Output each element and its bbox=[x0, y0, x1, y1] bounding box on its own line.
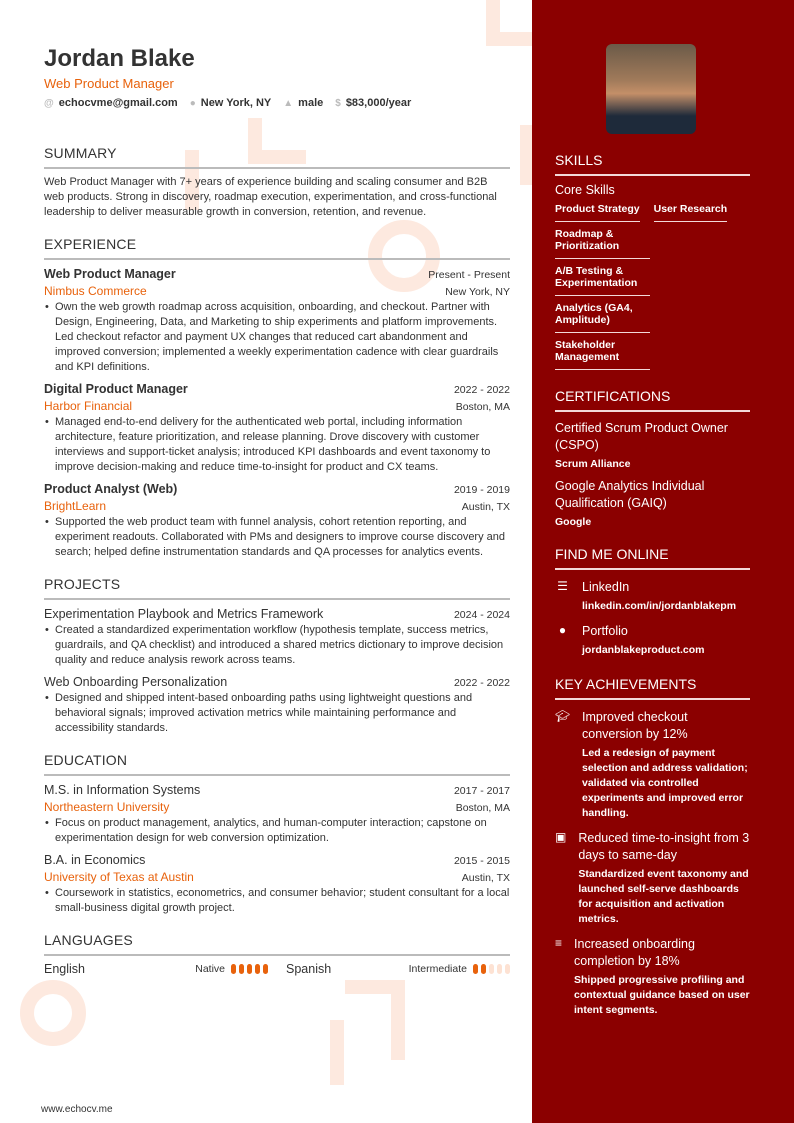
money-icon: $ bbox=[335, 98, 341, 109]
skill-tag: Stakeholder Management bbox=[555, 334, 650, 370]
proficiency-dot bbox=[263, 964, 268, 974]
section-heading: EXPERIENCE bbox=[44, 236, 510, 260]
proficiency-dot bbox=[247, 964, 252, 974]
job-title: Digital Product Manager bbox=[44, 382, 188, 396]
at-icon: @ bbox=[44, 98, 54, 109]
achievement-body bbox=[578, 830, 750, 927]
company-name: Harbor Financial bbox=[44, 399, 133, 413]
language-level: Native bbox=[195, 963, 225, 975]
degree: M.S. in Information Systems bbox=[44, 783, 201, 797]
skill-tag: Product Strategy bbox=[555, 198, 640, 222]
job-header bbox=[44, 267, 510, 281]
school-row bbox=[44, 870, 510, 884]
gender: male bbox=[298, 97, 324, 109]
chat-icon: ● bbox=[558, 623, 567, 637]
skill-tag: Roadmap & Prioritization bbox=[555, 223, 650, 259]
company-row bbox=[44, 399, 510, 413]
edu-location: Boston, MA bbox=[455, 802, 510, 814]
summary-section bbox=[44, 145, 510, 220]
section-heading: FIND ME ONLINE bbox=[555, 546, 750, 570]
decor bbox=[520, 125, 532, 185]
projects-section bbox=[44, 576, 510, 736]
bullet: • Coursework in statistics, econometrics, and consumer behavior; student consultant for a local small-business digital growth project. bbox=[44, 886, 510, 916]
job-location: New York, NY bbox=[445, 286, 510, 298]
proficiency-dot bbox=[231, 964, 236, 974]
edu-dates: 2017 - 2017 bbox=[453, 785, 510, 797]
certification-name: Certified Scrum Product Owner (CSPO) bbox=[555, 421, 728, 452]
proficiency-dot bbox=[497, 964, 502, 974]
project-title: Web Onboarding Personalization bbox=[44, 675, 228, 689]
job-dates: 2022 - 2022 bbox=[453, 384, 510, 396]
person-icon: ▲ bbox=[283, 98, 294, 109]
experience-section bbox=[44, 236, 510, 560]
link-label: Portfolio bbox=[582, 624, 628, 638]
degree-header bbox=[44, 853, 510, 867]
project-title: Experimentation Playbook and Metrics Framework bbox=[44, 607, 324, 621]
achievement-body bbox=[582, 709, 750, 821]
online-link[interactable] bbox=[555, 623, 750, 658]
project-header bbox=[44, 607, 510, 621]
sidebar bbox=[532, 0, 794, 1123]
proficiency-dots bbox=[473, 964, 510, 974]
skill-tag: A/B Testing & Experimentation bbox=[555, 260, 650, 296]
section-heading: CERTIFICATIONS bbox=[555, 388, 750, 412]
bullet: • Managed end-to-end delivery for the authenticated web portal, including information architecture, feature prioritization, and release planning. Drove discovery with customer interviews and support-ticket analysis; introduced KPI dashboards and event taxonomy to improve decision-making and reduce time-to-insight for product and CX teams. bbox=[44, 415, 510, 475]
contact-row bbox=[44, 97, 510, 109]
proficiency-dot bbox=[481, 964, 486, 974]
job-location: Boston, MA bbox=[455, 401, 510, 413]
profile-photo bbox=[606, 44, 696, 134]
proficiency-dot bbox=[473, 964, 478, 974]
link-url[interactable]: jordanblakeproduct.com bbox=[582, 644, 705, 656]
achievement-body bbox=[574, 936, 750, 1018]
bullet-list bbox=[44, 415, 510, 475]
bullet-list bbox=[44, 623, 510, 668]
main-column bbox=[44, 44, 510, 976]
achievement-text: Standardized event taxonomy and launched self-serve dashboards for acquisition and activation metrics. bbox=[578, 868, 749, 925]
skill-tag: User Research bbox=[654, 198, 728, 222]
link-url[interactable]: linkedin.com/in/jordanblakepm bbox=[582, 600, 737, 612]
online-link[interactable] bbox=[555, 579, 750, 614]
lines-icon: ≡ bbox=[555, 936, 563, 950]
achievement bbox=[555, 936, 750, 1018]
achievement-title: Increased onboarding completion by 18% bbox=[574, 937, 695, 968]
school-row bbox=[44, 800, 510, 814]
achievement bbox=[555, 830, 750, 927]
section-heading: SKILLS bbox=[555, 152, 750, 176]
bullet-list bbox=[44, 300, 510, 375]
degree-header bbox=[44, 783, 510, 797]
bullet: • Focus on product management, analytics, and human-computer interaction; capstone on experimentation design for web conversion optimization. bbox=[44, 816, 510, 846]
company-row bbox=[44, 284, 510, 298]
proficiency-dot bbox=[239, 964, 244, 974]
section-heading: LANGUAGES bbox=[44, 932, 510, 956]
section-heading: SUMMARY bbox=[44, 145, 510, 169]
project-header bbox=[44, 675, 510, 689]
company-name: BrightLearn bbox=[44, 499, 107, 513]
proficiency-dot bbox=[489, 964, 494, 974]
bullet-list bbox=[44, 886, 510, 916]
decor bbox=[391, 980, 405, 1060]
job-header bbox=[44, 482, 510, 496]
language-item bbox=[286, 962, 510, 976]
school: University of Texas at Austin bbox=[44, 870, 194, 884]
section-heading: KEY ACHIEVEMENTS bbox=[555, 676, 750, 700]
achievement-text: Shipped progressive profiling and contextual guidance based on user intent segments. bbox=[574, 974, 750, 1016]
edu-location: Austin, TX bbox=[461, 872, 510, 884]
education-section bbox=[44, 752, 510, 916]
bullet: • Created a standardized experimentation workflow (hypothesis template, success metrics, guardrails, and QA checklist) and introduced a shared metrics dictionary to improve decision quality and reduce analysis rework across teams. bbox=[44, 623, 510, 668]
bullet-list bbox=[44, 515, 510, 560]
proficiency-dot bbox=[255, 964, 260, 974]
achievement bbox=[555, 709, 750, 821]
link-label: LinkedIn bbox=[582, 580, 630, 594]
job-dates: 2019 - 2019 bbox=[453, 484, 510, 496]
candidate-name: Jordan Blake bbox=[44, 45, 195, 72]
degree: B.A. in Economics bbox=[44, 853, 146, 867]
bullet-list bbox=[44, 691, 510, 736]
language-name: Spanish bbox=[286, 962, 332, 976]
email[interactable]: echocvme@gmail.com bbox=[58, 97, 178, 109]
certification-name: Google Analytics Individual Qualification (GAIQ) bbox=[555, 479, 705, 510]
location-pin-icon: ● bbox=[189, 98, 196, 109]
bullet: • Designed and shipped intent-based onboarding paths using lightweight questions and behavioral signals; improved activation metrics while maintaining performance and accessibility standards. bbox=[44, 691, 510, 736]
calendar-icon: ▣ bbox=[555, 830, 567, 844]
languages-section bbox=[44, 932, 510, 976]
section-heading: PROJECTS bbox=[44, 576, 510, 600]
link-text bbox=[582, 579, 736, 614]
achievement-text: Led a redesign of payment selection and address validation; validated via controlled experiments and improved error handling. bbox=[582, 747, 748, 819]
link-text bbox=[582, 623, 705, 658]
language-name: English bbox=[44, 962, 85, 976]
skills-subheading: Core Skills bbox=[555, 183, 615, 197]
achievement-title: Reduced time-to-insight from 3 days to same-day bbox=[578, 831, 750, 862]
job-title: Product Analyst (Web) bbox=[44, 482, 178, 496]
job-header bbox=[44, 382, 510, 396]
language-level: Intermediate bbox=[408, 963, 467, 975]
achievement-title: Improved checkout conversion by 12% bbox=[582, 710, 688, 741]
job-location: Austin, TX bbox=[461, 501, 510, 513]
project-dates: 2022 - 2022 bbox=[453, 677, 510, 689]
decor bbox=[330, 1020, 344, 1085]
skill-tag: Analytics (GA4, Amplitude) bbox=[555, 297, 650, 333]
job-title: Web Product Manager bbox=[44, 267, 176, 281]
proficiency-dot bbox=[505, 964, 510, 974]
project-dates: 2024 - 2024 bbox=[453, 609, 510, 621]
bullet: • Own the web growth roadmap across acquisition, onboarding, and checkout. Partner with Design, Engineering, Data, and Marketing to ship experiments and platform improvements. Led checkout refactor and payment UX changes that reduced cart abandonment and improved conversion; implemented a weekly experimentation cadence with clear guardrails and KPI definitions. bbox=[44, 300, 510, 375]
job-title: Web Product Manager bbox=[44, 76, 174, 91]
certification-issuer: Google bbox=[555, 516, 592, 528]
decor bbox=[20, 980, 86, 1046]
school: Northeastern University bbox=[44, 800, 170, 814]
location: New York, NY bbox=[200, 97, 272, 109]
proficiency-dots bbox=[231, 964, 268, 974]
summary-text: Web Product Manager with 7+ years of experience building and scaling consumer and B2B web products. Strong in discovery, roadmap execution, experimentation, and cross-functional leadership to deliver measurable growth in conversion, retention, and revenue. bbox=[44, 176, 497, 218]
bullet: • Supported the web product team with funnel analysis, cohort retention reporting, and experiment readouts. Collaborated with PMs and designers to improve course discovery and search; helped define instrumentation standards and QA processes for analytics events. bbox=[44, 515, 510, 560]
bullet-list bbox=[44, 816, 510, 846]
linkedin-icon: ☰ bbox=[557, 579, 568, 593]
edu-dates: 2015 - 2015 bbox=[453, 855, 510, 867]
graduation-cap-icon: 🎓︎ bbox=[555, 709, 571, 723]
company-row bbox=[44, 499, 510, 513]
company-name: Nimbus Commerce bbox=[44, 284, 147, 298]
salary: $83,000/year bbox=[345, 97, 412, 109]
footer-url[interactable]: www.echocv.me bbox=[41, 1104, 113, 1115]
language-item bbox=[44, 962, 268, 976]
job-dates: Present - Present bbox=[428, 269, 510, 281]
certification-issuer: Scrum Alliance bbox=[555, 458, 631, 470]
section-heading: EDUCATION bbox=[44, 752, 510, 776]
